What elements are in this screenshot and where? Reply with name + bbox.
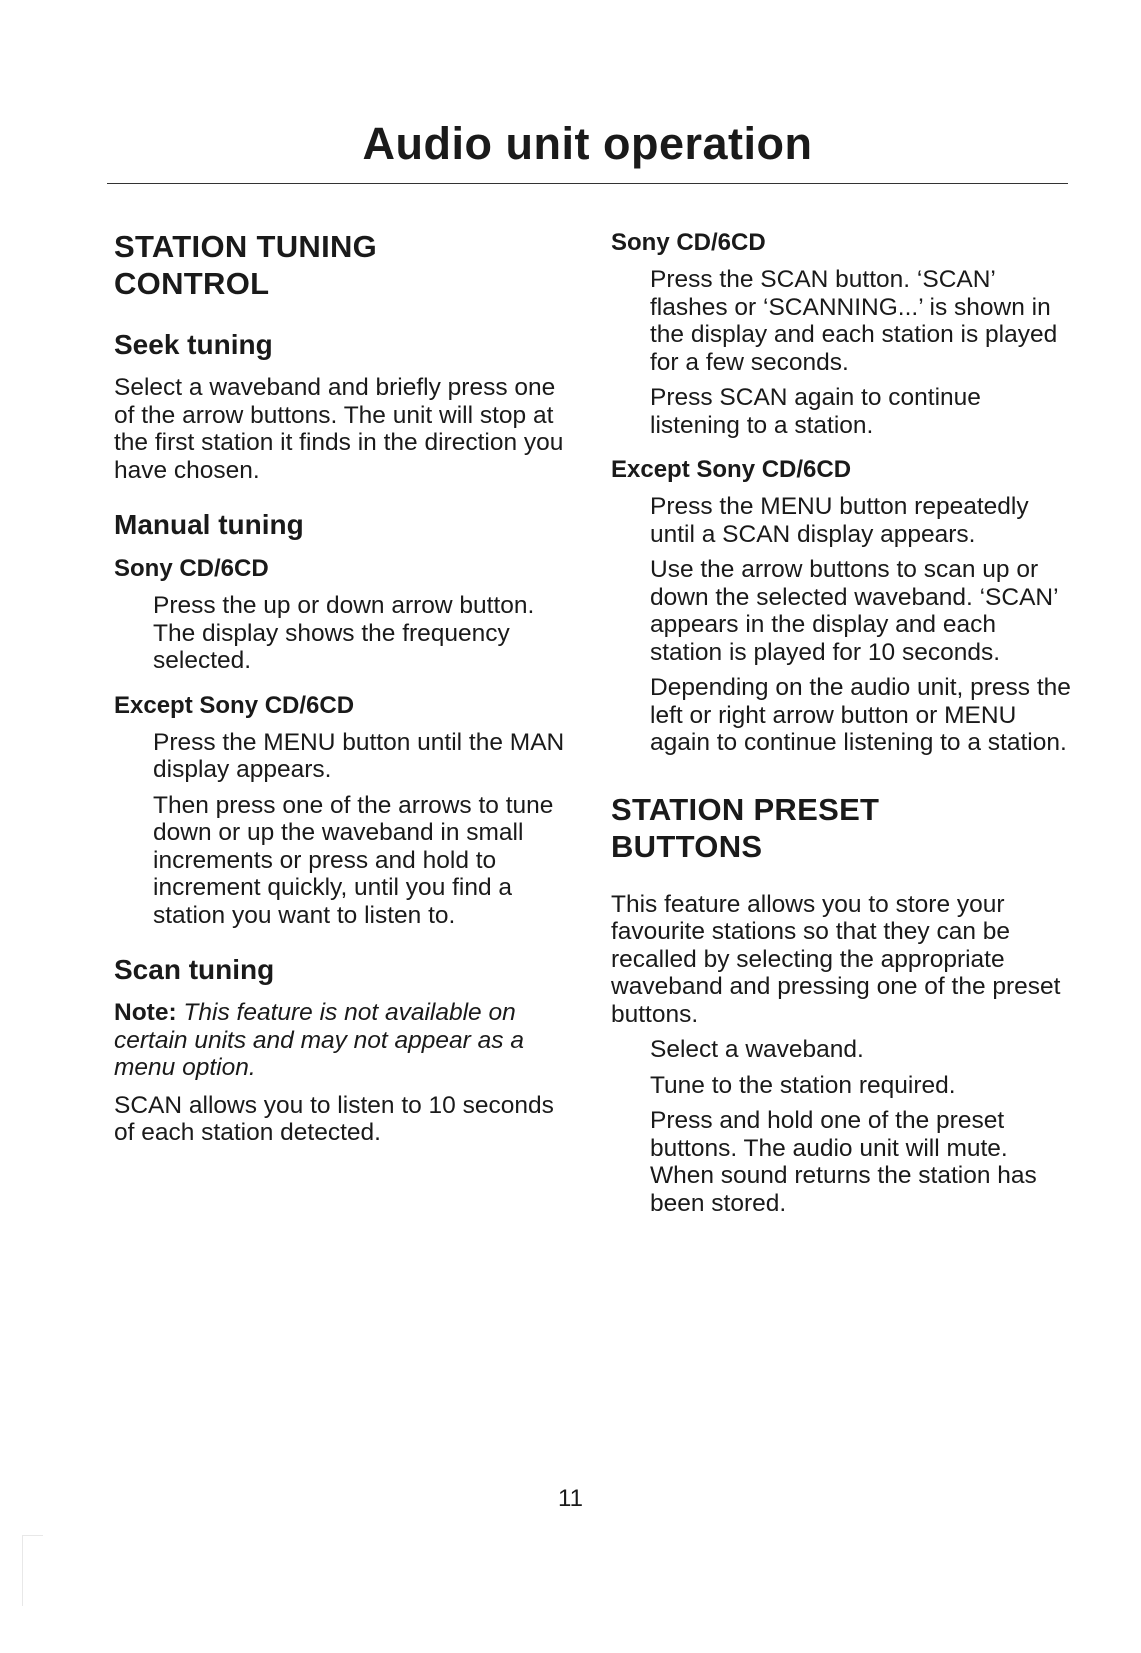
manual-except-heading: Except Sony CD/6CD bbox=[114, 691, 355, 719]
scan-sony-heading: Sony CD/6CD bbox=[611, 229, 766, 256]
right-column bbox=[611, 228, 1071, 1225]
preset-step-2: Tune to the station required. bbox=[650, 1071, 956, 1099]
manual-sony-heading: Sony CD/6CD bbox=[114, 555, 269, 582]
scan-except-heading: Except Sony CD/6CD bbox=[611, 456, 852, 483]
seek-tuning-text: Select a waveband and briefly press one of the arrow buttons. The unit will stop at the first station it finds in the direction you have chosen. bbox=[114, 374, 564, 484]
left-column bbox=[114, 228, 574, 1155]
preset-step-1: Select a waveband. bbox=[650, 1036, 864, 1063]
scan-except-text-2: Use the arrow buttons to scan up or down the selected waveband. ‘SCAN’ appears in the display and each station is played for 10 seconds. bbox=[650, 556, 1058, 666]
scan-sony-text-2: Press SCAN again to continue listening to a station. bbox=[650, 384, 981, 439]
scan-except-text-1: Press the MENU button repeatedly until a SCAN display appears. bbox=[650, 493, 1029, 548]
crop-mark bbox=[22, 1535, 43, 1606]
station-tuning-heading: STATION TUNING CONTROL bbox=[114, 229, 378, 301]
manual-except-text-1: Press the MENU button until the MAN display appears. bbox=[153, 728, 565, 783]
note-text: This feature is not available on certain units and may not appear as a menu option. bbox=[114, 999, 524, 1081]
page-number: 11 bbox=[558, 1485, 583, 1512]
scan-except-text-3: Depending on the audio unit, press the left or right arrow button or MENU again to continue listening to a station. bbox=[650, 674, 1071, 756]
title-divider bbox=[107, 183, 1068, 184]
manual-except-text-2: Then press one of the arrows to tune down or up the waveband in small increments or press and hold to increment quickly, until you find a station you want to listen to. bbox=[153, 791, 554, 929]
manual-tuning-heading: Manual tuning bbox=[114, 509, 304, 540]
scan-tuning-text: SCAN allows you to listen to 10 seconds of each station detected. bbox=[114, 1091, 554, 1146]
scan-sony-text-1: Press the SCAN button. ‘SCAN’ flashes or ‘SCANNING...’ is shown in the display and each station is played for a few seconds. bbox=[650, 266, 1058, 376]
preset-text: This feature allows you to store your favourite stations so that they can be recalled by selecting the appropriate waveband and pressing one of the preset buttons. bbox=[611, 890, 1061, 1028]
scan-note bbox=[114, 999, 574, 1082]
page-title: Audio unit operation bbox=[362, 118, 813, 169]
seek-tuning-heading: Seek tuning bbox=[114, 329, 273, 360]
manual-sony-text: Press the up or down arrow button. The display shows the frequency selected. bbox=[153, 592, 535, 674]
note-label: Note: bbox=[114, 999, 177, 1026]
preset-step-3: Press and hold one of the preset buttons. The audio unit will mute. When sound returns the station has been stored. bbox=[650, 1107, 1037, 1217]
station-preset-heading: STATION PRESET BUTTONS bbox=[611, 791, 880, 864]
scan-tuning-heading: Scan tuning bbox=[114, 954, 275, 985]
